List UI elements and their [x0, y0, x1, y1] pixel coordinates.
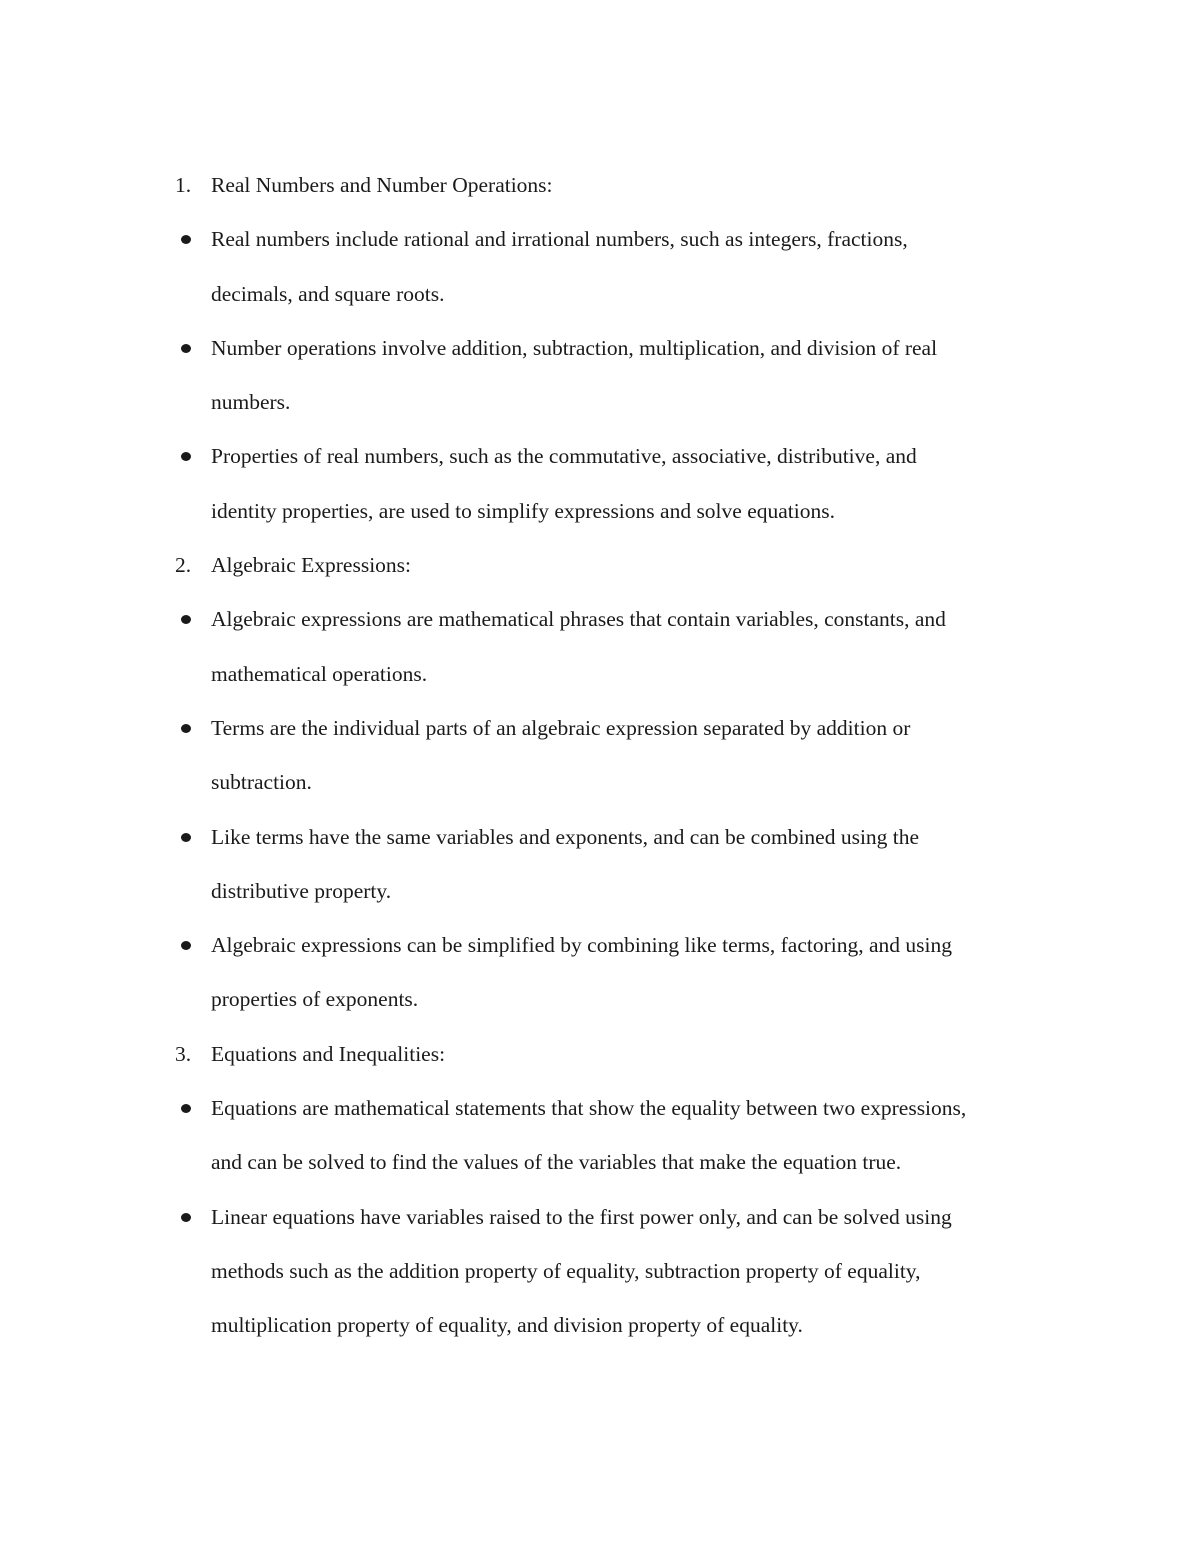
bullet-line: [0, 1298, 1200, 1352]
bullet-text: and can be solved to find the values of the variables that make the equation true.: [211, 1150, 902, 1175]
bullet-text: identity properties, are used to simplify expressions and solve equations.: [211, 498, 835, 523]
bullet-dot-icon: [181, 235, 191, 244]
list-number: 3.: [175, 1041, 192, 1066]
section-heading-line: [0, 538, 1200, 592]
bullet-line: [0, 1190, 1200, 1244]
bullet-line: [0, 592, 1200, 646]
bullet-line: [0, 1244, 1200, 1298]
bullet-line: [0, 267, 1200, 321]
bullet-dot-icon: [181, 941, 191, 950]
bullet-dot-icon: [181, 833, 191, 842]
section-heading-line: [0, 1027, 1200, 1081]
bullet-line: [0, 701, 1200, 755]
bullet-line: [0, 484, 1200, 538]
section-heading: Equations and Inequalities:: [211, 1041, 446, 1066]
bullet-dot-icon: [181, 724, 191, 733]
bullet-text: Equations are mathematical statements that show the equality between two expressions,: [211, 1096, 967, 1121]
bullet-dot-icon: [181, 452, 191, 461]
section-heading-line: [0, 158, 1200, 212]
bullet-line: [0, 375, 1200, 429]
bullet-item: [0, 321, 1200, 430]
bullet-item: [0, 212, 1200, 321]
bullet-text: numbers.: [211, 390, 291, 415]
bullet-item: [0, 701, 1200, 810]
bullet-item: [0, 918, 1200, 1027]
bullet-line: [0, 321, 1200, 375]
bullet-text: properties of exponents.: [211, 987, 419, 1012]
list-number: 1.: [175, 173, 192, 197]
bullet-line: [0, 755, 1200, 809]
bullet-text: Properties of real numbers, such as the commutative, associative, distributive, and: [211, 444, 917, 469]
bullet-text: Terms are the individual parts of an algebraic expression separated by addition or: [211, 715, 911, 740]
bullet-line: [0, 972, 1200, 1026]
bullet-dot-icon: [181, 615, 191, 624]
bullet-line: [0, 429, 1200, 483]
bullet-dot-icon: [181, 1104, 191, 1113]
bullet-text: Algebraic expressions can be simplified by combining like terms, factoring, and using: [211, 933, 952, 958]
bullet-line: [0, 1081, 1200, 1135]
bullet-line: [0, 212, 1200, 266]
bullet-item: [0, 810, 1200, 919]
bullet-text: Real numbers include rational and irrational numbers, such as integers, fractions,: [211, 227, 908, 252]
bullet-line: [0, 647, 1200, 701]
bullet-item: [0, 1190, 1200, 1353]
bullet-text: Like terms have the same variables and exponents, and can be combined using the: [211, 824, 920, 849]
bullet-line: [0, 1135, 1200, 1189]
bullet-text: methods such as the addition property of equality, subtraction property of equality,: [211, 1258, 921, 1283]
bullet-item: [0, 592, 1200, 701]
section-heading: Algebraic Expressions:: [211, 553, 412, 578]
bullet-line: [0, 864, 1200, 918]
bullet-line: [0, 918, 1200, 972]
list-number: 2.: [175, 553, 192, 578]
bullet-item: [0, 1081, 1200, 1190]
document-body: [0, 158, 1200, 1353]
list-section: [0, 158, 1200, 538]
bullet-text: distributive property.: [211, 878, 392, 903]
bullet-dot-icon: [181, 344, 191, 353]
bullet-line: [0, 810, 1200, 864]
bullet-text: multiplication property of equality, and division property of equality.: [211, 1313, 803, 1338]
list-section: [0, 538, 1200, 1027]
bullet-text: Number operations involve addition, subtraction, multiplication, and division of real: [211, 335, 938, 360]
bullet-text: subtraction.: [211, 770, 312, 795]
bullet-text: Linear equations have variables raised to the first power only, and can be solved using: [211, 1204, 952, 1229]
list-section: [0, 1027, 1200, 1353]
section-heading: Real Numbers and Number Operations:: [211, 173, 553, 197]
bullet-text: mathematical operations.: [211, 661, 428, 686]
bullet-text: decimals, and square roots.: [211, 281, 445, 306]
bullet-item: [0, 429, 1200, 538]
bullet-dot-icon: [181, 1213, 191, 1222]
bullet-text: Algebraic expressions are mathematical phrases that contain variables, constants, and: [211, 607, 946, 632]
